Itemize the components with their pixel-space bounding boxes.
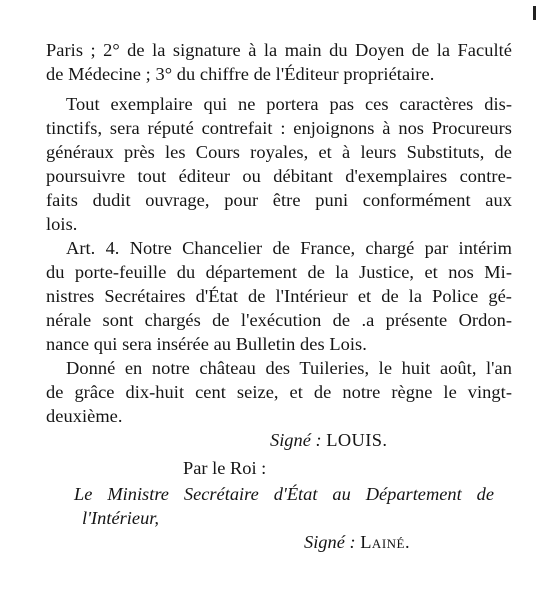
minister-title-line-2: l'Intérieur, xyxy=(82,508,159,528)
paragraph-3-line-3: nistres Secrétaires d'État de l'Intérieur et de la Police gé- xyxy=(46,286,512,306)
paragraph-4-line-3: deuxième. xyxy=(46,406,123,426)
king-signature-name: LOUIS. xyxy=(326,430,388,450)
page-edge-mark xyxy=(533,6,536,20)
paragraph-4-line-2: de grâce dix-huit cent seize, et de notre règne le vingt- xyxy=(46,382,512,402)
paragraph-3-line-1: Art. 4. Notre Chancelier de France, chargé par intérim xyxy=(66,238,512,258)
paragraph-2-line-6: lois. xyxy=(46,214,78,234)
paragraph-4-line-1: Donné en notre château des Tuileries, le huit août, l'an xyxy=(66,358,512,378)
paragraph-2-line-5: faits dudit ouvrage, pour être puni conformément aux xyxy=(46,190,512,210)
paragraph-2-line-3: généraux près les Cours royales, et à leurs Substituts, de xyxy=(46,142,512,162)
paragraph-2-line-2: tinctifs, sera réputé contrefait : enjoignons à nos Procureurs xyxy=(46,118,512,138)
paragraph-1-line-1: Paris ; 2° de la signature à la main du Doyen de la Faculté xyxy=(46,40,512,60)
paragraph-1-line-2: de Médecine ; 3° du chiffre de l'Éditeur propriétaire. xyxy=(46,64,435,84)
paragraph-2-line-1: Tout exemplaire qui ne portera pas ces caractères dis- xyxy=(66,94,512,114)
minister-signature-name: Lainé. xyxy=(360,532,411,552)
king-signature-label: Signé : xyxy=(270,430,322,450)
minister-signature xyxy=(304,530,410,554)
paragraph-2-line-4: poursuivre tout éditeur ou débitant d'exemplaires contre- xyxy=(46,166,512,186)
par-le-roi: Par le Roi : xyxy=(183,458,267,478)
paragraph-3-line-2: du porte-feuille du département de la Justice, et nos Mi- xyxy=(46,262,512,282)
paragraph-3-line-5: nance qui sera insérée au Bulletin des Lois. xyxy=(46,334,367,354)
minister-signature-label: Signé : xyxy=(304,532,356,552)
king-signature xyxy=(270,428,387,452)
paragraph-3-line-4: nérale sont chargés de l'exécution de .a présente Ordon- xyxy=(46,310,512,330)
minister-title-line-1: Le Ministre Secrétaire d'État au Département de xyxy=(74,484,494,504)
